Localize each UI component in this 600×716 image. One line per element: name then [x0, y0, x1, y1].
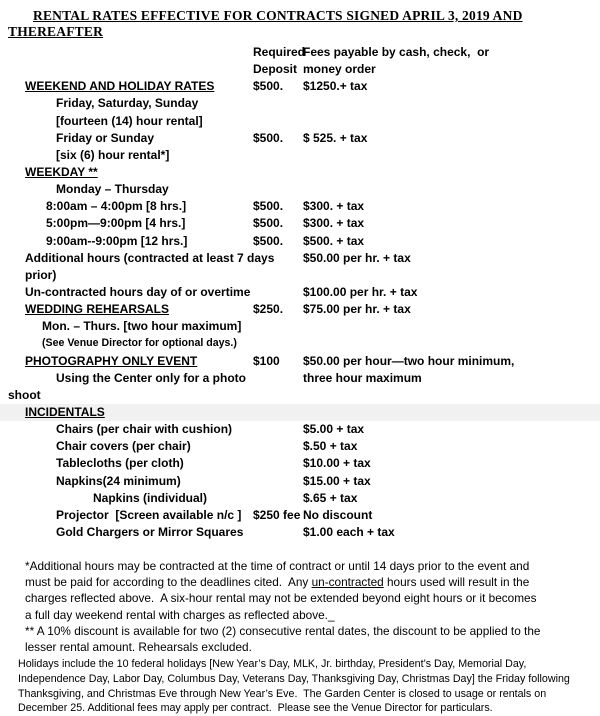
row-label: 5:00pm—9:00pm [4 hrs.] [46, 216, 186, 231]
row-label: Tablecloths (per cloth) [56, 456, 184, 471]
footnote-line: must be paid for according to the deadlines cited. Any un-contracted hours used will result in the [25, 575, 530, 590]
row-deposit: $500. [253, 216, 284, 231]
row-fee: $1250.+ tax [303, 79, 368, 94]
row-label: (See Venue Director for optional days.) [42, 337, 237, 350]
row-fee: $ 525. + tax [303, 130, 368, 145]
row-label: WEEKEND AND HOLIDAY RATES [25, 79, 215, 94]
holidays-line: Independence Day, Labor Day, Columbus Day, Veterans Day, Thanksgiving Day, Christmas Day] the Friday following [18, 673, 570, 685]
rate-row [0, 438, 600, 455]
column-header-row-2 [0, 61, 600, 78]
rate-row [0, 524, 600, 541]
footnote-line: ** A 10% discount is available for two (2) consecutive rental dates, the discount to be applied to the [25, 623, 541, 638]
rate-row [0, 490, 600, 507]
holidays-note [18, 657, 600, 716]
row-fee: $500. + tax [303, 233, 365, 248]
document-title [0, 8, 600, 40]
rate-row [0, 284, 600, 301]
row-fee: $50.00 per hour—two hour minimum, [303, 353, 515, 368]
fees-column-header-line1: Fees payable by cash, check, or [303, 45, 490, 59]
row-deposit: $250 fee [253, 507, 301, 522]
document-title-line1: RENTAL RATES EFFECTIVE FOR CONTRACTS SIGNED APRIL 3, 2019 AND [33, 8, 523, 23]
footnote-line: *Additional hours may be contracted at the time of contract or until 14 days prior to the event and [25, 559, 530, 574]
rate-row [0, 473, 600, 490]
row-fee: $1.00 each + tax [303, 524, 395, 539]
row-fee: $50.00 per hr. + tax [303, 250, 411, 265]
rate-row [0, 370, 600, 387]
rate-row [0, 130, 600, 147]
rate-row [0, 198, 600, 215]
fees-column-header-line2: money order [303, 62, 376, 77]
row-fee: $300. + tax [303, 216, 365, 231]
row-fee: $10.00 + tax [303, 456, 371, 471]
row-fee: $.50 + tax [303, 439, 358, 454]
rate-row [0, 164, 600, 181]
row-label: Projector [Screen available n/c ] [56, 507, 242, 522]
row-label: shoot [8, 387, 41, 402]
deposit-column-header-line2: Deposit [253, 62, 298, 77]
footnote-line: lesser rental amount. Rehearsals excluded. [25, 640, 252, 655]
row-fee: three hour maximum [303, 370, 422, 385]
rate-row [0, 147, 600, 164]
row-label: [fourteen (14) hour rental] [56, 113, 203, 128]
row-label: Additional hours (contracted at least 7 days [25, 250, 275, 265]
row-label: Chairs (per chair with cushion) [56, 422, 233, 437]
row-fee: $15.00 + tax [303, 473, 371, 488]
rate-row [0, 233, 600, 250]
row-label: Napkins(24 minimum) [56, 473, 181, 488]
row-fee: $75.00 per hr. + tax [303, 302, 411, 317]
rate-row [0, 250, 600, 267]
row-label: Un-contracted hours day of or overtime [25, 284, 251, 299]
row-deposit: $100 [253, 353, 280, 368]
rates-table [0, 44, 600, 541]
row-label: 9:00am--9:00pm [12 hrs.] [46, 233, 188, 248]
row-label: 8:00am – 4:00pm [8 hrs.] [46, 199, 187, 214]
rate-row [0, 404, 600, 421]
rates-rows [0, 78, 600, 541]
rate-row [0, 387, 600, 404]
row-label: Chair covers (per chair) [56, 439, 191, 454]
row-deposit: $500. [253, 79, 284, 94]
holidays-line: Thanksgiving, and Christmas Eve through New Year’s Eve. The Garden Center is closed to usage or rentals on [18, 687, 547, 700]
row-label: INCIDENTALS [25, 404, 105, 419]
row-label: Gold Chargers or Mirror Squares [56, 524, 244, 539]
row-label: Mon. – Thurs. [two hour maximum] [42, 319, 242, 334]
row-label: Napkins (individual) [93, 490, 208, 505]
rate-row [0, 421, 600, 438]
rate-row [0, 215, 600, 232]
row-label: PHOTOGRAPHY ONLY EVENT [25, 353, 198, 368]
column-header-row-1 [0, 44, 600, 61]
row-fee: $300. + tax [303, 199, 365, 214]
row-label: Monday – Thursday [56, 182, 169, 197]
underlined-term: un-contracted [311, 575, 384, 590]
rate-row [0, 113, 600, 130]
row-label: WEDDING REHEARSALS [25, 302, 170, 317]
row-fee: $5.00 + tax [303, 422, 365, 437]
rate-row [0, 335, 600, 352]
row-label: Friday, Saturday, Sunday [56, 96, 199, 111]
footnote-paragraph [25, 558, 600, 655]
rate-row [0, 318, 600, 335]
rate-row [0, 267, 600, 284]
footnote-line: charges reflected above. A six-hour rental may not be extended beyond eight hours or it becomes [25, 591, 537, 606]
row-label: Friday or Sunday [56, 130, 155, 145]
rate-row [0, 95, 600, 112]
footnote-line: a full day weekend rental with charges as reflected above._ [25, 607, 335, 622]
rate-row [0, 353, 600, 370]
row-deposit: $250. [253, 302, 284, 317]
row-deposit: $500. [253, 233, 284, 248]
document-title-line2: THEREAFTER [8, 24, 104, 39]
row-fee: $100.00 per hr. + tax [303, 284, 418, 299]
row-label: [six (6) hour rental*] [56, 147, 170, 162]
row-label: prior) [25, 267, 57, 282]
row-label: Using the Center only for a photo [56, 370, 247, 385]
row-deposit: $500. [253, 199, 284, 214]
rate-row [0, 78, 600, 95]
deposit-column-header-line1: Required [253, 45, 306, 59]
rate-row [0, 507, 600, 524]
holidays-line: December 25. Additional fees may apply per contract. Please see the Venue Director for particulars. [18, 702, 493, 715]
rate-row [0, 301, 600, 318]
row-label: WEEKDAY ** [25, 164, 98, 179]
row-deposit: $500. [253, 130, 284, 145]
rate-row [0, 181, 600, 198]
holidays-line: Holidays include the 10 federal holidays [New Year’s Day, MLK, Jr. birthday, President’s Day, Memorial Day, [18, 658, 527, 671]
row-fee: No discount [303, 507, 373, 522]
rate-row [0, 455, 600, 472]
row-fee: $.65 + tax [303, 490, 358, 505]
